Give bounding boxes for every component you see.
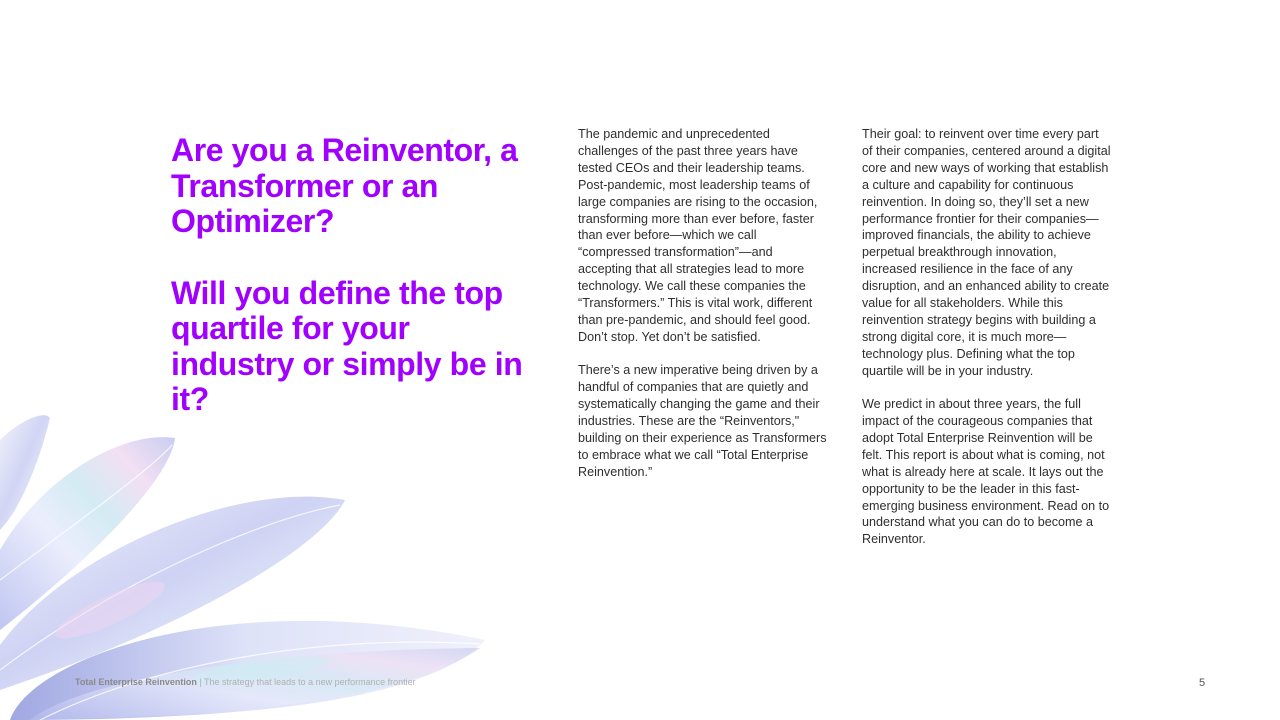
- footer-tagline: The strategy that leads to a new performance frontier: [204, 677, 416, 687]
- iridescent-petals-graphic: [0, 400, 500, 720]
- body-column-2: [862, 126, 1112, 565]
- paragraph: There’s a new imperative being driven by a handful of companies that are quietly and systematically changing the game and their industries. These are the “Reinventors," building on their experience as Transformers to embrace what we call “Total Enterprise Reinvention.”: [578, 363, 827, 479]
- footer-brand: Total Enterprise Reinvention: [75, 677, 197, 687]
- headline-question-1: Are you a Reinventor, a Transformer or an Optimizer?: [171, 132, 518, 239]
- footer-separator: |: [196, 677, 205, 687]
- paragraph: The pandemic and unprecedented challenges of the past three years have tested CEOs and their leadership teams. Post-pandemic, most leadership teams of large companies are rising to the occasion, transforming more than ever before, faster than ever before—which we call “compressed transformation”—and accepting that all strategies lead to more technology. We call these companies the “Transformers.” This is vital work, different than pre-pandemic, and should feel good. Don’t stop. Yet don’t be satisfied.: [578, 127, 818, 344]
- page-number: 5: [1199, 677, 1206, 689]
- headline-question-2: Will you define the top quartile for your industry or simply be in it?: [171, 274, 523, 417]
- footer: [75, 677, 416, 687]
- paragraph: Their goal: to reinvent over time every part of their companies, centered around a digital core and new ways of working that establish a culture and capability for continuous reinvention. In doing so, they’ll set a new performance frontier for their companies—improved financials, the ability to achieve perpetual breakthrough innovation, increased resilience in the face of any disruption, and an enhanced ability to create value for all stakeholders. While this reinvention strategy begins with building a strong digital core, it is much more—technology plus. Defining what the top quartile will be in your industry.: [862, 127, 1111, 378]
- paragraph: We predict in about three years, the full impact of the courageous companies that adopt Total Enterprise Reinvention will be felt. This report is about what is coming, not what is already here at scale. It lays out the opportunity to be the leader in this fast-emerging business environment. Read on to understand what you can do to become a Reinventor.: [862, 397, 1110, 547]
- headline-block: [171, 133, 531, 418]
- body-column-1: [578, 126, 828, 497]
